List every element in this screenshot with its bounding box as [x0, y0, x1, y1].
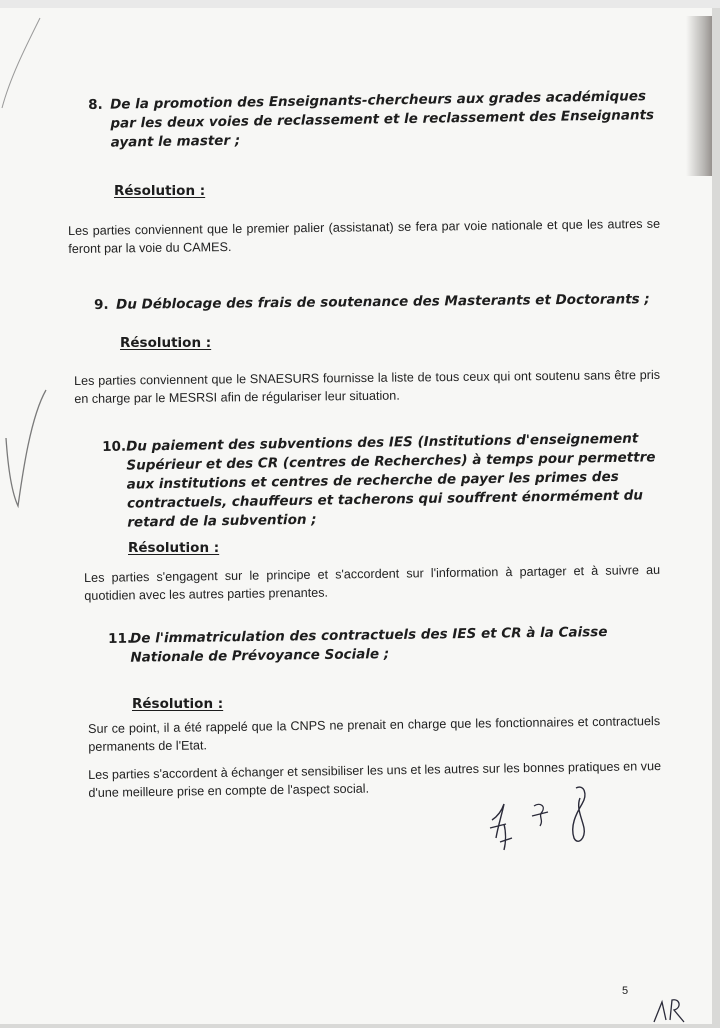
item-number: 11.: [108, 630, 133, 647]
item-title: De la promotion des Enseignants-chercheurs aux grades académiques par les deux voies de reclassement et le reclassement des Enseignants ayant le master ;: [110, 88, 655, 151]
margin-check-mark: [0, 378, 50, 518]
item-9-heading: [94, 290, 654, 315]
item-title: De l'immatriculation des contractuels des IES et CR à la Caisse Nationale de Prévoyance Sociale ;: [130, 624, 608, 666]
item-10-resolution-label: Résolution :: [128, 540, 220, 556]
document-page: [0, 8, 712, 1024]
item-11-resolution-label: Résolution :: [132, 696, 224, 712]
viewer-top-bar: [0, 0, 720, 8]
item-10-resolution-text: Les parties s'engagent sur le principe et s'accordent sur l'information à partager et à suivre au quotidien avec les autres parties prenantes.: [84, 562, 661, 603]
item-number: 8.: [88, 96, 103, 113]
item-9-resolution-label: Résolution :: [120, 335, 212, 351]
item-8-heading: [88, 87, 669, 153]
item-9-resolution-text: Les parties conviennent que le SNAESURS fournisse la liste de tous ceux qui ont soutenu sans être pris en charge par le MESRSI afin de régulariser leur situation.: [74, 367, 661, 406]
item-10-heading: [102, 429, 665, 533]
handwritten-initials: [484, 780, 614, 870]
item-11-resolution-text-2: Les parties s'accordent à échanger et sensibiliser les uns et les autres sur les bonnes pratiques en vue d'une meilleure prise en compte de l'aspect social.: [88, 759, 662, 800]
margin-line: [0, 8, 60, 118]
item-title: Du Déblocage des frais de soutenance des Masterants et Doctorants ;: [116, 291, 650, 313]
page-corner-shadow: [686, 16, 712, 176]
item-number: 9.: [94, 296, 109, 313]
item-title: Du paiement des subventions des IES (Institutions d'enseignement Supérieur et des CR (centres de Recherches) à temps pour permettre aux institutions et centres de recherche de payer les primes des contractuels, chauffeurs et tacherons qui souffrent énormément du retard de la subvention ;: [126, 430, 656, 531]
item-11-resolution-text-1: Sur ce point, il a été rappelé que la CNPS ne prenait en charge que les fonctionnaires et contractuels permanents de l'Etat.: [88, 714, 661, 754]
item-number: 10.: [102, 438, 127, 455]
item-11-heading: [108, 622, 664, 668]
item-8-resolution-label: Résolution :: [114, 183, 206, 199]
page-number: 5: [622, 985, 629, 997]
item-8-resolution-text: Les parties conviennent que le premier palier (assistanat) se fera par voie nationale et que les autres se feront par la voie du CAMES.: [68, 216, 661, 256]
footer-initials: [650, 996, 700, 1024]
